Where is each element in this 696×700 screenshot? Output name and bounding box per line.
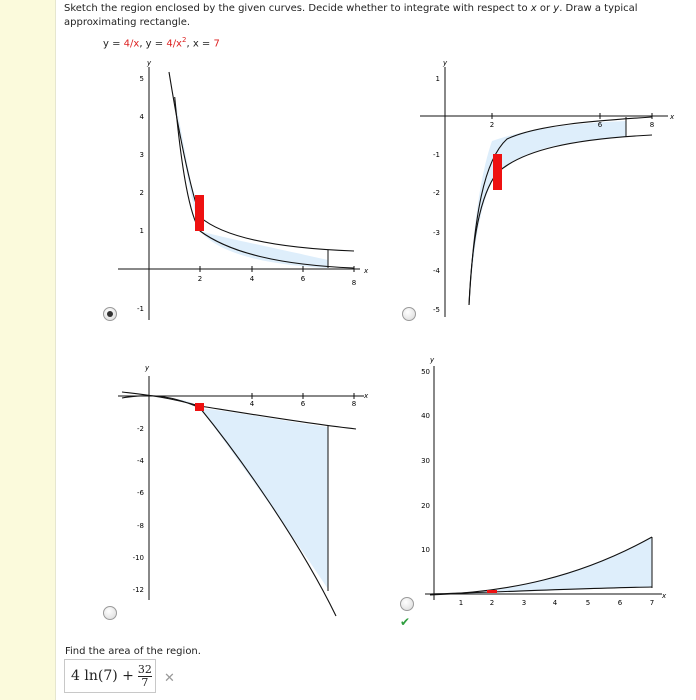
y-tick-label: -2 [137,425,144,433]
y-tick-label: 2 [139,189,144,197]
y-tick-label: 3 [139,151,144,159]
y-tick-label: -12 [132,586,144,594]
x-axis-label: x [364,392,369,400]
y-ticks [433,75,441,314]
y-tick-label: -4 [137,457,144,465]
x-tick-label: 3 [521,599,527,607]
choice-a-radio[interactable] [103,307,117,321]
region-shading [460,537,652,594]
x-tick-label: 8 [351,279,357,287]
y-ticks [133,425,145,594]
choice-c-radio[interactable] [103,606,117,620]
x-tick-label: 6 [597,121,603,129]
x-tick-label: 6 [617,599,623,607]
x-tick-label: 2 [197,275,203,283]
eq-lhs: y = [103,38,124,50]
area-answer-input[interactable] [64,659,156,693]
y-axis-label: y [147,59,152,67]
y-tick-label: -10 [132,554,144,562]
y-axis-label: y [430,356,435,364]
y-tick-label: -1 [433,151,440,159]
eq-rhs: 7 [213,38,220,50]
area-question: Find the area of the region. [65,646,201,657]
x-tick-label: 8 [649,121,655,129]
y-axis-label: y [145,364,150,372]
eq-rhs: 4/x [123,38,140,50]
y-tick-label: 20 [421,502,430,510]
y-tick-label: 1 [435,75,440,83]
x-tick-label: 6 [300,275,306,283]
prompt-var-y: y [553,3,560,14]
y-tick-label: 40 [421,412,430,420]
plot-b [412,55,682,330]
approximating-rectangle [195,403,204,411]
x-tick-label: 7 [649,599,655,607]
x-tick-label: 2 [489,599,495,607]
y-tick-label: -6 [137,489,144,497]
x-axis-label: x [670,113,675,121]
x-axis-label: x [364,267,369,275]
margin-divider [55,0,56,700]
left-margin-stripe [0,0,55,700]
y-tick-label: -5 [433,306,440,314]
prompt-var-x: x [530,3,537,14]
prompt-text: Sketch the region enclosed by the given curves. Decide whether to integrate with respect to [64,3,531,14]
y-tick-label: 1 [139,227,144,235]
eq-rhs: 4/x [166,38,182,50]
y-tick-label: -3 [433,229,440,237]
x-tick-label: 4 [552,599,558,607]
approximating-rectangle [487,590,497,593]
answer-fraction [138,664,152,689]
x-axis-label: x [662,592,667,600]
x-tick-label: 1 [458,599,464,607]
x-tick-label: 8 [351,400,357,408]
choice-d-radio[interactable] [400,597,414,611]
y-tick-label: 5 [139,75,144,83]
x-tick-label: 2 [489,121,495,129]
correct-check-icon: ✔ [400,615,411,629]
plot-d [400,352,670,607]
y-axis-label: y [443,59,448,67]
approximating-rectangle [195,195,204,231]
x-tick-label: 5 [585,599,591,607]
question-prompt [64,2,684,29]
prompt-text: or [536,3,554,14]
prompt-text: . Draw a typical approximating rectangle. [64,3,638,28]
eq-exponent: 2 [181,36,187,44]
equation-line [103,36,220,49]
y-tick-label: 10 [421,546,430,554]
eq-sep: , [139,38,146,50]
x-tick-label: 4 [249,275,255,283]
y-ticks [137,75,145,313]
x-ticks [459,599,654,607]
approximating-rectangle [493,154,502,190]
plot-c [110,362,375,617]
y-tick-label: -4 [433,267,440,275]
y-tick-label: -8 [137,522,144,530]
choice-b-radio[interactable] [402,307,416,321]
x-ticks [250,393,356,408]
region-shading [175,399,328,589]
y-tick-label: 4 [139,113,144,121]
region-shading [175,97,328,268]
y-tick-label: -1 [137,305,144,313]
fraction-numerator: 32 [137,662,152,676]
eq-lhs: y = [145,38,167,50]
fraction-denominator: 7 [141,675,149,689]
plot-a [110,55,370,330]
x-tick-label: 4 [249,400,255,408]
x-tick-label: 6 [300,400,306,408]
cross-icon: ✕ [164,671,175,686]
eq-lhs: x = [192,38,214,50]
eq-sep: , [186,38,193,50]
y-ticks [421,368,430,554]
y-tick-label: 50 [421,368,430,376]
y-tick-label: -2 [433,189,440,197]
y-tick-label: 30 [421,457,430,465]
answer-expression: 4 ln(7) + [71,668,134,684]
